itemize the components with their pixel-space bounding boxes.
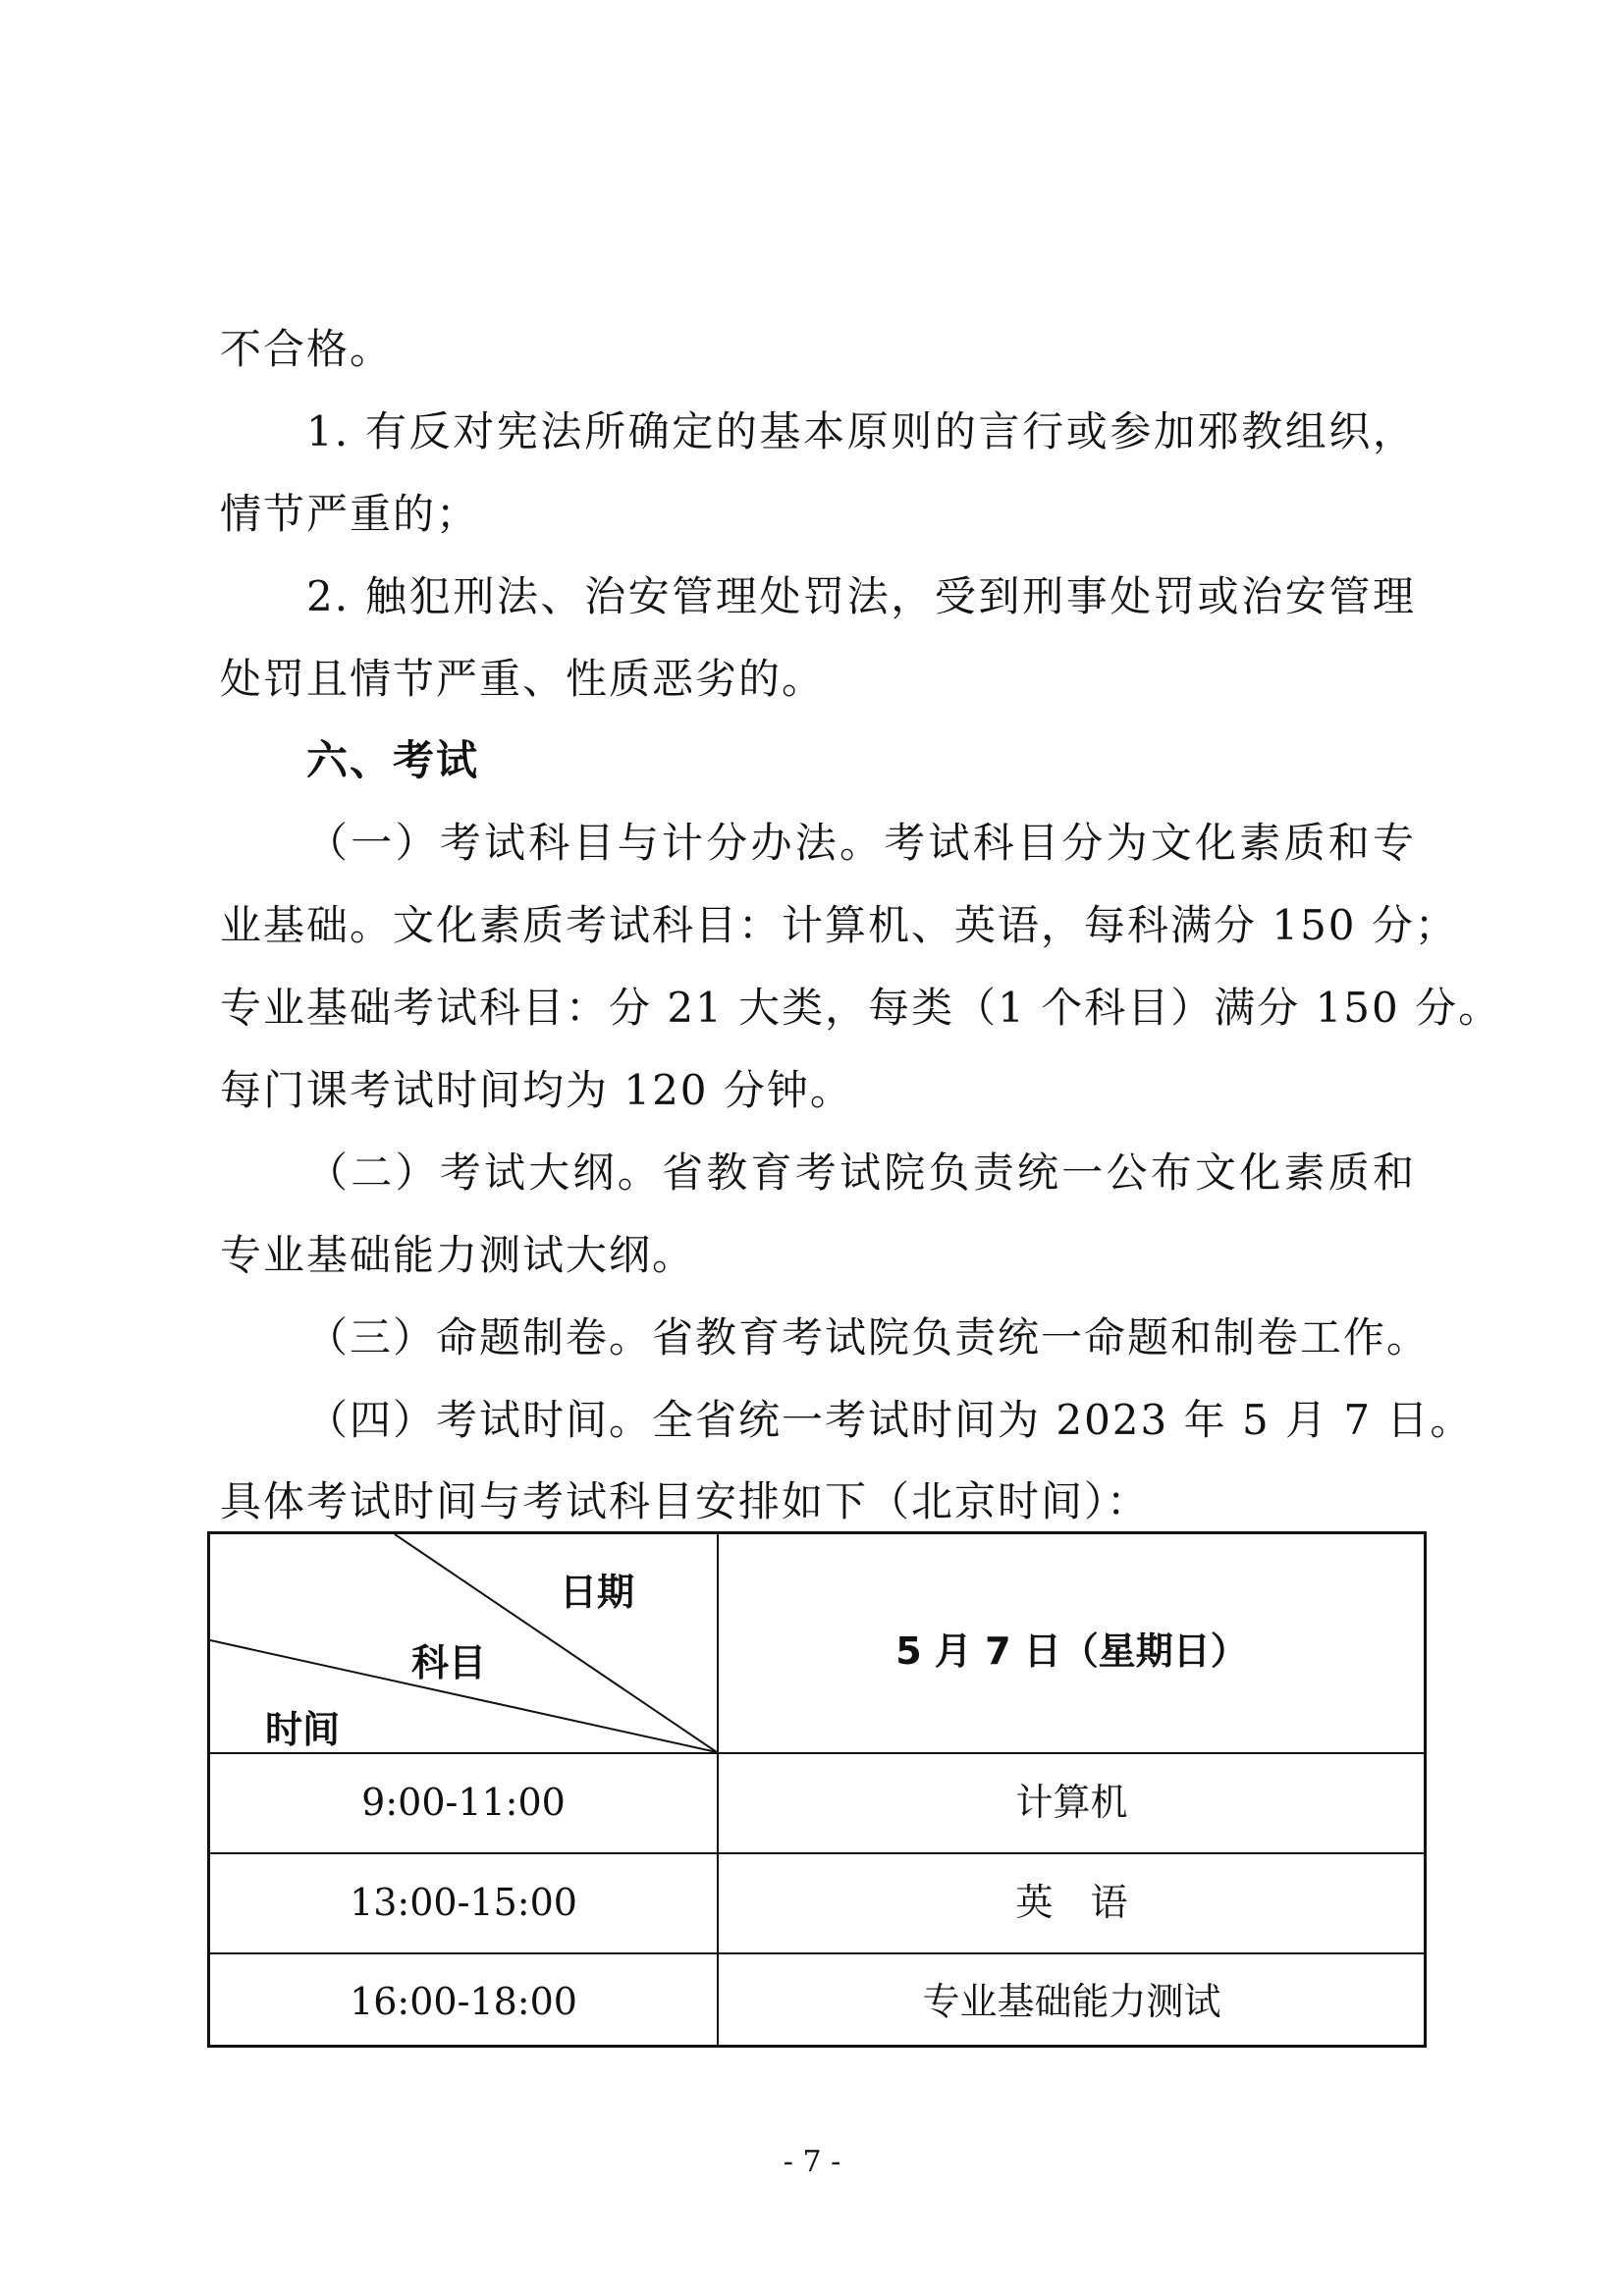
header-time-label: 时间 (265, 1708, 341, 1751)
subject-cell: 英 语 (1015, 1881, 1128, 1924)
subsection-1-line2: 业基础。文化素质考试科目：计算机、英语，每科满分 150 分； (220, 901, 1458, 949)
time-cell: 13:00-15:00 (350, 1881, 577, 1924)
header-date-label: 日期 (560, 1571, 635, 1614)
list-item-2-continuation: 处罚且情节严重、性质恶劣的。 (220, 655, 826, 703)
subsection-1: （一）考试科目与计分办法。考试科目分为文化素质和专 (306, 819, 1416, 867)
subsection-1-line4: 每门课考试时间均为 120 分钟。 (220, 1066, 853, 1114)
row-divider (210, 1852, 1424, 1854)
subsection-4: （四）考试时间。全省统一考试时间为 2023 年 5 月 7 日。 (306, 1396, 1474, 1444)
subsection-4-line2: 具体考试时间与考试科目安排如下（北京时间）： (220, 1477, 1151, 1525)
page-number: - 7 - (783, 2145, 841, 2179)
subsection-2-line2: 专业基础能力测试大纲。 (220, 1231, 696, 1279)
subject-cell: 专业基础能力测试 (922, 1980, 1221, 2023)
time-cell: 9:00-11:00 (361, 1781, 566, 1824)
paragraph-line: 不合格。 (220, 325, 394, 373)
time-cell: 16:00-18:00 (350, 1980, 577, 2023)
section-heading: 六、考试 (306, 736, 480, 784)
header-subject-label: 科目 (411, 1641, 487, 1684)
subject-cell: 计算机 (1015, 1781, 1128, 1824)
row-divider (210, 1752, 1424, 1754)
list-item-1-continuation: 情节严重的； (220, 490, 480, 538)
exam-schedule-table (207, 1531, 1427, 2048)
row-divider (210, 1952, 1424, 1954)
list-item-2: 2. 触犯刑法、治安管理处罚法，受到刑事处罚或治安管理 (306, 572, 1416, 620)
subsection-2: （二）考试大纲。省教育考试院负责统一公布文化素质和 (306, 1148, 1416, 1197)
list-item-1: 1. 有反对宪法所确定的基本原则的言行或参加邪教组织， (306, 407, 1416, 455)
header-date-value: 5 月 7 日（星期日） (895, 1629, 1248, 1673)
subsection-3: （三）命题制卷。省教育考试院负责统一命题和制卷工作。 (306, 1313, 1431, 1362)
subsection-1-line3: 专业基础考试科目：分 21 大类，每类（1 个科目）满分 150 分。 (220, 984, 1502, 1032)
